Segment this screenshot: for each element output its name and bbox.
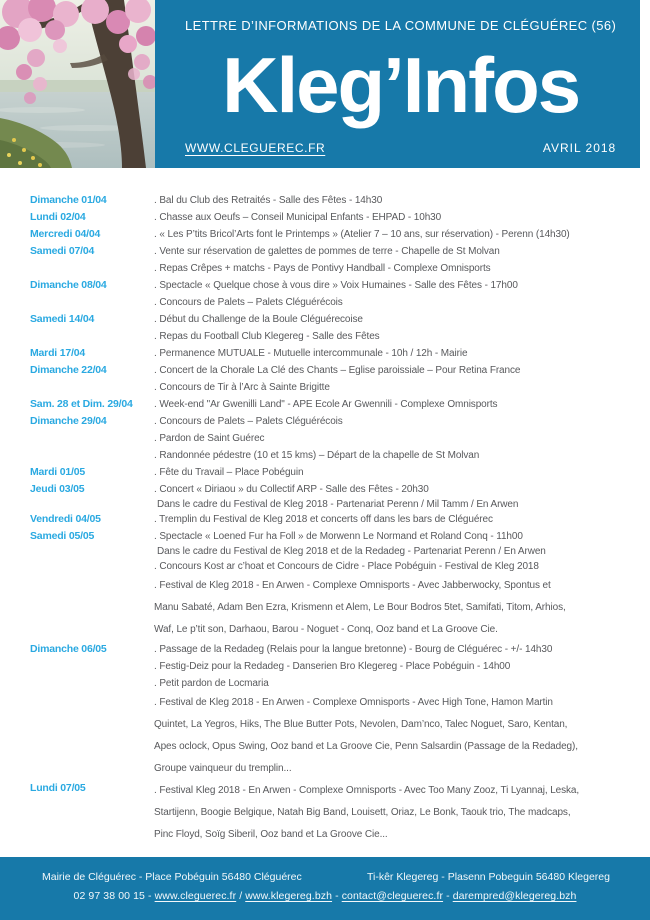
schedule-row [30, 511, 642, 528]
issue-date: AVRIL 2018 [542, 141, 617, 155]
event-date: Sam. 28 et Dim. 29/04 [30, 398, 133, 410]
separator: - [443, 890, 453, 902]
event-line: . Chasse aux Oeufs – Conseil Municipal Enfants - EHPAD - 10h30 [154, 212, 442, 223]
event-line: . Repas Crêpes + matchs - Pays de Pontivy Handball - Complexe Omnisports [154, 263, 491, 274]
event-line: . Week-end "Ar Gwenilli Land" - APE Ecole Ar Gwennili - Complexe Omnisports [154, 399, 498, 410]
event-items [154, 528, 642, 641]
schedule-row [30, 209, 642, 226]
event-items [154, 413, 642, 464]
event-line: Manu Sabaté, Adam Ben Ezra, Krismenn et Alem, Le Bour Bodros 5tet, Samifati, Titom, Arhios, [154, 602, 566, 613]
schedule-row [30, 641, 642, 780]
email-link-fr[interactable]: contact@cleguerec.fr [341, 890, 444, 902]
event-line: . Concours de Tir à l’Arc à Sainte Brigitte [154, 382, 330, 393]
footer-contacts [0, 890, 650, 902]
event-line: Pinc Floyd, Soïg Siberil, Ooz band et La Groove Cie... [154, 829, 388, 840]
event-line: Waf, Le p’tit son, Darhaou, Barou - Noguet - Conq, Ooz band et La Groove Cie. [154, 624, 498, 635]
event-line: . Concert « Diriaou » du Collectif ARP - Salle des Fêtes - 20h30 [154, 484, 429, 495]
event-date: Dimanche 29/04 [30, 415, 107, 427]
event-line: . Concours Kost ar c’hoat et Concours de Cidre - Place Pobéguin - Festival de Kleg 2018 [154, 561, 539, 572]
header-banner [0, 0, 650, 168]
address-breton: Ti-kêr Klegereg - Plasenn Pobeguin 56480 Klegereg [366, 871, 610, 883]
event-line: Quintet, La Yegros, Hiks, The Blue Butter Pots, Nevolen, Dam’nco, Talec Noguet, Saro, Kentan, [154, 719, 568, 730]
masthead-banner [155, 0, 640, 168]
address-french: Mairie de Cléguérec - Place Pobéguin 56480 Cléguérec [42, 871, 302, 883]
events-schedule [0, 168, 650, 846]
event-line: . Concours de Palets – Palets Cléguérécois [154, 297, 343, 308]
event-line: . Pardon de Saint Guérec [154, 433, 265, 444]
event-items [154, 481, 642, 511]
event-date: Samedi 07/04 [30, 245, 95, 257]
event-line: . Tremplin du Festival de Kleg 2018 et concerts off dans les bars de Cléguérec [154, 514, 493, 525]
schedule-row [30, 396, 642, 413]
event-date: Vendredi 04/05 [30, 513, 101, 525]
event-date: Samedi 14/04 [30, 313, 95, 325]
website-link-br[interactable]: www.klegereg.bzh [245, 890, 333, 902]
event-items [154, 362, 642, 396]
event-date: Dimanche 01/04 [30, 194, 107, 206]
schedule-row [30, 481, 642, 511]
event-date: Dimanche 06/05 [30, 643, 107, 655]
event-items [154, 345, 642, 362]
event-items [154, 464, 642, 481]
event-line: . Bal du Club des Retraités - Salle des Fêtes - 14h30 [154, 195, 383, 206]
schedule-row [30, 226, 642, 243]
event-items [154, 243, 642, 277]
event-line: Dans le cadre du Festival de Kleg 2018 - Partenariat Perenn / Mil Tamm / En Arwen [157, 499, 519, 510]
cherry-blossom-photo-art [0, 0, 155, 168]
website-link[interactable]: WWW.CLEGUEREC.FR [185, 141, 326, 155]
schedule-row [30, 345, 642, 362]
newsletter-title: Kleg’Infos [222, 40, 580, 129]
event-items [154, 511, 642, 528]
event-line: . « Les P’tits Bricol’Arts font le Printemps » (Atelier 7 – 10 ans, sur réservation) - Perenn (14h30) [154, 229, 570, 240]
event-line: . Concours de Palets – Palets Cléguérécois [154, 416, 343, 427]
cherry-blossom-photo [0, 0, 155, 168]
event-line: . Début du Challenge de la Boule Cléguérecoise [154, 314, 363, 325]
schedule-row [30, 277, 642, 311]
email-link-br[interactable]: darempred@klegereg.bzh [452, 890, 577, 902]
event-line: . Concert de la Chorale La Clé des Chants – Eglise paroissiale – Pour Retina France [154, 365, 521, 376]
event-line: . Vente sur réservation de galettes de pommes de terre - Chapelle de St Molvan [154, 246, 500, 257]
separator: - [332, 890, 342, 902]
phone-number: 02 97 38 00 15 - [73, 890, 155, 902]
event-line: . Fête du Travail – Place Pobéguin [154, 467, 304, 478]
event-line: . Spectacle « Loened Fur ha Foll » de Morwenn Le Normand et Roland Conq - 11h00 [154, 531, 523, 542]
event-date: Dimanche 08/04 [30, 279, 107, 291]
schedule-row [30, 413, 642, 464]
schedule-row [30, 464, 642, 481]
footer-addresses [0, 857, 650, 883]
event-line: . Petit pardon de Locmaria [154, 678, 269, 689]
event-date: Jeudi 03/05 [30, 483, 85, 495]
event-items [154, 311, 642, 345]
event-date: Mardi 17/04 [30, 347, 85, 359]
website-link-fr[interactable]: www.cleguerec.fr [154, 890, 237, 902]
banner-bottom-row [185, 141, 616, 155]
event-items [154, 209, 642, 226]
event-line: Startijenn, Boogie Belgique, Natah Big Band, Louisett, Oriaz, Le Bonk, Taouk trio, The madcaps, [154, 807, 571, 818]
event-date: Lundi 02/04 [30, 211, 86, 223]
footer [0, 857, 650, 920]
event-items [154, 641, 642, 780]
event-date: Lundi 07/05 [30, 782, 86, 794]
separator: / [236, 890, 246, 902]
event-line: Groupe vainqueur du tremplin... [154, 763, 292, 774]
event-date: Samedi 05/05 [30, 530, 95, 542]
event-line: . Festival Kleg 2018 - En Arwen - Complexe Omnisports - Avec Too Many Zooz, Ti Lyannaj, Leska, [154, 785, 580, 796]
newsletter-tagline: LETTRE D’INFORMATIONS DE LA COMMUNE DE CLÉGUÉREC (56) [185, 18, 617, 33]
event-line: Dans le cadre du Festival de Kleg 2018 et de la Redadeg - Partenariat Perenn / En Arwen [157, 546, 546, 557]
event-items [154, 396, 642, 413]
schedule-row [30, 311, 642, 345]
event-line: . Festig-Deiz pour la Redadeg - Danserien Bro Klegereg - Place Pobéguin - 14h00 [154, 661, 511, 672]
event-line: . Festival de Kleg 2018 - En Arwen - Complexe Omnisports - Avec Jabberwocky, Spontus et [154, 580, 551, 591]
schedule-row [30, 362, 642, 396]
schedule-row [30, 780, 642, 846]
event-items [154, 780, 642, 846]
schedule-row [30, 528, 642, 641]
event-date: Mardi 01/05 [30, 466, 85, 478]
event-line: . Permanence MUTUALE - Mutuelle intercommunale - 10h / 12h - Mairie [154, 348, 468, 359]
event-line: Apes oclock, Opus Swing, Ooz band et La Groove Cie, Penn Salsardin (Passage de la Redadeg), [154, 741, 578, 752]
event-items [154, 192, 642, 209]
event-date: Dimanche 22/04 [30, 364, 107, 376]
event-line: . Festival de Kleg 2018 - En Arwen - Complexe Omnisports - Avec High Tone, Hamon Martin [154, 697, 553, 708]
event-line: . Repas du Football Club Klegereg - Salle des Fêtes [154, 331, 380, 342]
event-line: . Passage de la Redadeg (Relais pour la langue bretonne) - Bourg de Cléguérec - +/- 14h30 [154, 644, 553, 655]
event-items [154, 226, 642, 243]
event-date: Mercredi 04/04 [30, 228, 101, 240]
event-line: . Spectacle « Quelque chose à vous dire » Voix Humaines - Salle des Fêtes - 17h00 [154, 280, 518, 291]
event-items [154, 277, 642, 311]
event-line: . Randonnée pédestre (10 et 15 kms) – Départ de la chapelle de St Molvan [154, 450, 480, 461]
schedule-row [30, 243, 642, 277]
schedule-row [30, 192, 642, 209]
